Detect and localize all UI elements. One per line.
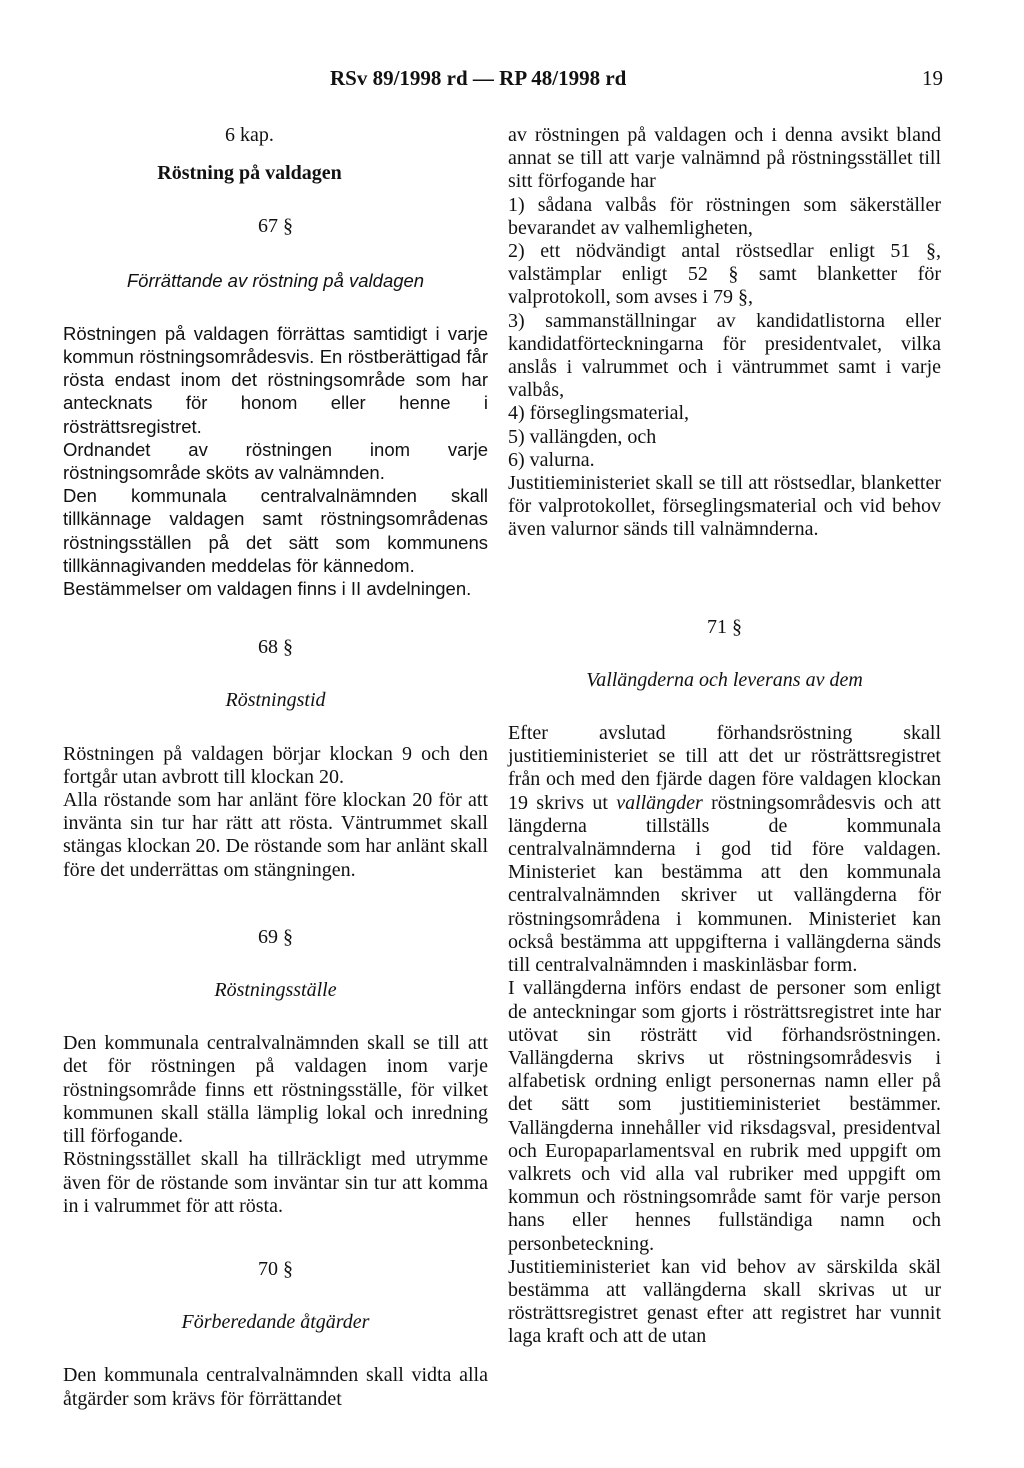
requirements-list	[508, 194, 941, 472]
right-column	[508, 124, 941, 1349]
section-71-title: Vallängderna och leverans av dem	[586, 668, 863, 691]
list-item: 4) förseglingsmaterial,	[508, 402, 690, 425]
section-67-number: 67 §	[258, 215, 293, 238]
page-number: 19	[922, 66, 943, 90]
section-67-title: Förrättande av röstning på valdagen	[126, 269, 425, 291]
s69-paragraph: Den kommunala centralvalnämnden skall se till att det för röstningen på valdagen inom varje röstningsområde finns ett röstningsställe, för vilket kommunen skall ställa lämplig lokal och inredning till förfogande.	[63, 1032, 488, 1148]
section-70-title: Förberedande åtgärder	[181, 1311, 370, 1334]
s67-paragraph: Bestämmelser om valdagen finns i II avdelningen.	[63, 578, 472, 600]
s68-paragraph: Röstningen på valdagen börjar klockan 9 och den fortgår utan avbrott till klockan 20.	[63, 742, 488, 788]
s71-p1-term: vallängder	[616, 791, 703, 814]
chapter-number: 6 kap.	[225, 124, 274, 146]
list-item: 3) sammanställningar av kandidatlistorna eller kandidatförteckningarna för presidentvalet, vilka anslås i valrummet och i väntrummet samt i varje valbås,	[508, 309, 941, 402]
s67-paragraph: Röstningen på valdagen förrättas samtidigt i varje kommun röstningsområdesvis. En röstberättigad får rösta endast inom det röstningsområde som har antecknats för honom eller henne i rösträttsregistret.	[63, 322, 488, 437]
list-item: 5) vallängden, och	[508, 425, 657, 448]
s71-paragraph: I vallängderna införs endast de personer som enligt de anteckningar som gjorts i rösträttsregistret inte har utövat sin rösträtt vid förhandsröstningen. Vallängderna skrivs ut röstningsområdesvis i alfabetisk ordning enligt personernas namn eller på det sätt som justitieministeriet bestämmer. Vallängderna innehåller vid riksdagsval, presidentval och Europaparlamentsval en rubrik med uppgift om valkrets och vid alla val rubriker med uppgift om kommun och röstningsområde samt för varje person hans eller hennes fullständiga namn och personbeteckning.	[508, 977, 941, 1255]
s70-closing: Justitieministeriet skall se till att röstsedlar, blanketter för valprotokollet, förseglingsmaterial och vid behov även valurnor sänds till valnämnderna.	[508, 472, 941, 541]
s71-p1-start: Efter avslutad förhandsröstning skall justitieministeriet se till att det ur rösträttsregistret från och med den fjärde dagen före valdagen klockan 19 skrivs ut	[508, 722, 941, 814]
s68-paragraph: Alla röstande som har anlänt före klockan 20 för att invänta sin tur har rätt att rösta. Väntrummet skall stängas klockan 20. De röstande som har anlänt skall före det underrättas om stängningen.	[63, 789, 488, 881]
s71-paragraph	[508, 722, 941, 977]
s71-paragraph: Justitieministeriet kan vid behov av särskilda skäl bestämma att vallängderna skall skrivas ut ur rösträttsregistret genast efter att registret har vunnit laga kraft och att de utan	[508, 1255, 941, 1348]
section-70-number: 70 §	[258, 1257, 293, 1280]
s70-paragraph: Den kommunala centralvalnämnden skall vidta alla åtgärder som krävs för förrättandet	[63, 1364, 488, 1410]
s67-paragraph: Den kommunala centralvalnämnden skall tillkännage valdagen samt röstningsområdenas röstningsställen på det sätt som kommunens tillkännagivanden meddelas för kännedom.	[63, 485, 488, 576]
s71-p1-end: röstningsområdesvis och att längderna tillställs de kommunala centralvalnämnderna i god tid före valdagen. Ministeriet kan bestämma att den kommunala centralvalnämnden skriver ut vallängderna för röstningsområdena i kommunen. Ministeriet kan också bestämma att uppgifterna i vallängderna sänds till centralvalnämnden i maskinläsbar form.	[508, 791, 941, 977]
s67-paragraph: Ordnandet av röstningen inom varje röstningsområde sköts av valnämnden.	[63, 438, 488, 484]
section-71-number: 71 §	[707, 615, 742, 638]
running-title: RSv 89/1998 rd — RP 48/1998 rd	[330, 66, 627, 90]
section-68-number: 68 §	[258, 636, 293, 659]
left-column	[63, 124, 488, 1411]
s70-continuation: av röstningen på valdagen och i denna avsikt bland annat se till att varje valnämnd på röstningsstället till sitt förfogande har	[508, 124, 941, 193]
section-69-number: 69 §	[258, 925, 293, 948]
chapter-title: Röstning på valdagen	[157, 162, 342, 185]
list-item: 1) sådana valbås för röstningen som säkerställer bevarandet av valhemligheten,	[508, 193, 941, 239]
list-item: 2) ett nödvändigt antal röstsedlar enligt 51 §, valstämplar enligt 52 § samt blanketter för valprotokoll, som avses i 79 §,	[508, 240, 941, 309]
section-68-title: Röstningstid	[225, 689, 326, 712]
list-item: 6) valurna.	[508, 448, 595, 471]
page-header	[0, 66, 1024, 96]
section-69-title: Röstningsställe	[214, 979, 337, 1002]
s69-paragraph: Röstningsstället skall ha tillräckligt med utrymme även för de röstande som inväntar sin tur att komma in i valrummet för att rösta.	[63, 1148, 488, 1217]
